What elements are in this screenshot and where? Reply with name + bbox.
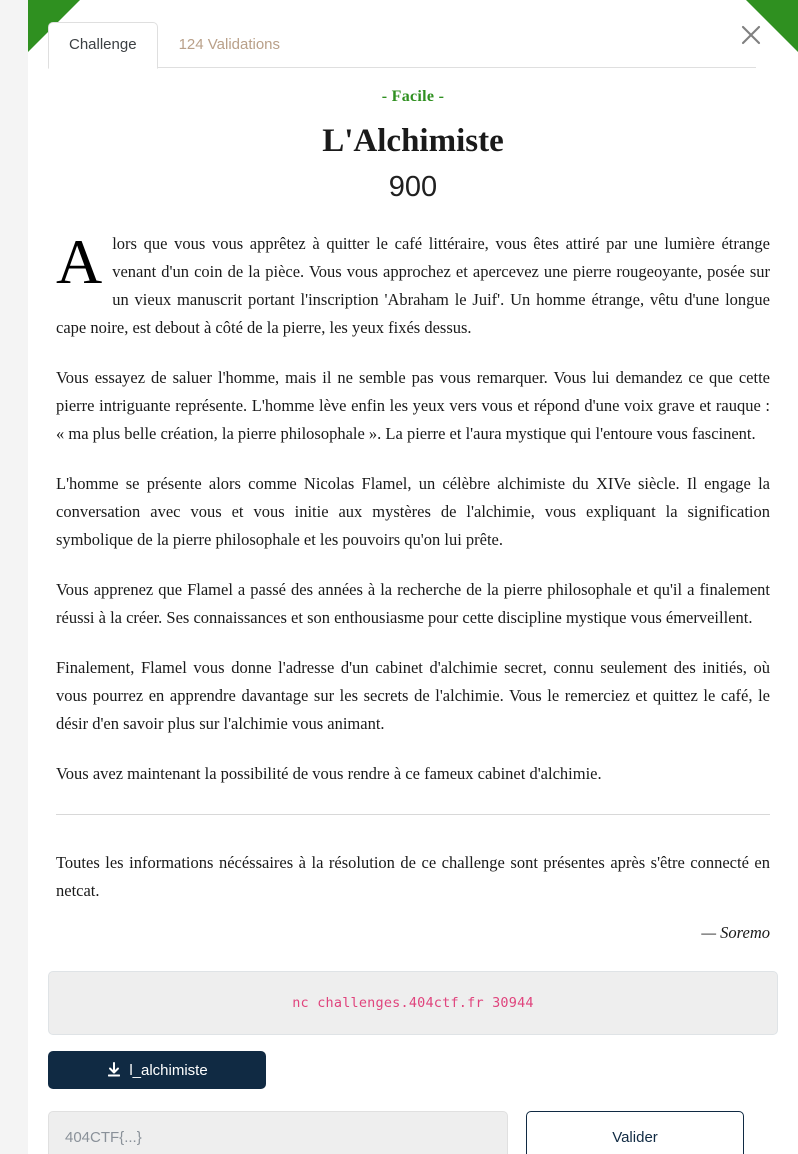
- tab-validations[interactable]: 124 Validations: [178, 36, 281, 53]
- flag-input[interactable]: [48, 1111, 508, 1154]
- story-paragraph: Vous essayez de saluer l'homme, mais il ne semble pas vous remarquer. Vous lui demandez ce que cette pierre intriguante représente. L'homme lève enfin les yeux vers vous et répond d'une voix grave et rauque : « ma plus belle création, la pierre philosophale ». La pierre et l'aura mystique qui l'entoure vous fascinent.: [56, 368, 770, 443]
- story-paragraph: L'homme se présente alors comme Nicolas Flamel, un célèbre alchimiste du XIVe siècle. Il engage la conversation avec vous et vous initie aux mystères de l'alchimie, vous expliquant la signification symbolique de la pierre philosophale et les pouvoirs qu'on lui prête.: [56, 474, 770, 549]
- author-signature: — Soremo: [701, 923, 770, 942]
- page-title: L'Alchimiste: [322, 123, 504, 159]
- difficulty-badge: - Facile -: [381, 88, 445, 105]
- validate-button[interactable]: Valider: [526, 1111, 744, 1154]
- challenge-note: Toutes les informations nécéssaires à la résolution de ce challenge sont présentes après s'être connecté en netcat.: [56, 853, 770, 900]
- close-button[interactable]: [736, 20, 766, 50]
- download-button[interactable]: [48, 1051, 266, 1089]
- points-value: 900: [388, 171, 438, 203]
- tab-challenge[interactable]: Challenge: [48, 22, 158, 69]
- download-button-label: l_alchimiste: [129, 1061, 208, 1079]
- story-paragraph: Finalement, Flamel vous donne l'adresse d'un cabinet d'alchimie secret, connu seulement des initiés, où vous pourrez en apprendre davantage sur les secrets de l'alchimie. Vous le remerciez et quittez le café, le désir d'en savoir plus sur l'alchimie vous animant.: [56, 658, 770, 733]
- connection-command-box: [48, 971, 778, 1035]
- tab-bar: [28, 0, 798, 68]
- download-icon: [106, 1062, 122, 1078]
- story-body: [48, 226, 778, 788]
- challenge-content: [28, 88, 798, 1154]
- connection-command[interactable]: nc challenges.404ctf.fr 30944: [292, 995, 534, 1011]
- story-paragraph: Vous avez maintenant la possibilité de vous rendre à ce fameux cabinet d'alchimie.: [56, 764, 602, 783]
- close-icon: [743, 27, 759, 43]
- story-paragraph: Vous apprenez que Flamel a passé des années à la recherche de la pierre philosophale et qu'il a finalement réussi à la créer. Ses connaissances et son enthousiasme pour cette discipline mystique vous émerveillent.: [56, 580, 770, 627]
- divider: [56, 814, 770, 815]
- challenge-modal: [28, 0, 798, 1154]
- story-paragraph: Alors que vous vous apprêtez à quitter le café littéraire, vous êtes attiré par une lumière étrange venant d'un coin de la pièce. Vous vous approchez et apercevez une pierre rougeoyante, posée sur un vieux manuscrit portant l'inscription 'Abraham le Juif'. Un homme étrange, vêtu d'une longue cape noire, est debout à côté de la pierre, les yeux fixés dessus.: [56, 226, 770, 337]
- flag-submit-row: [48, 1111, 778, 1154]
